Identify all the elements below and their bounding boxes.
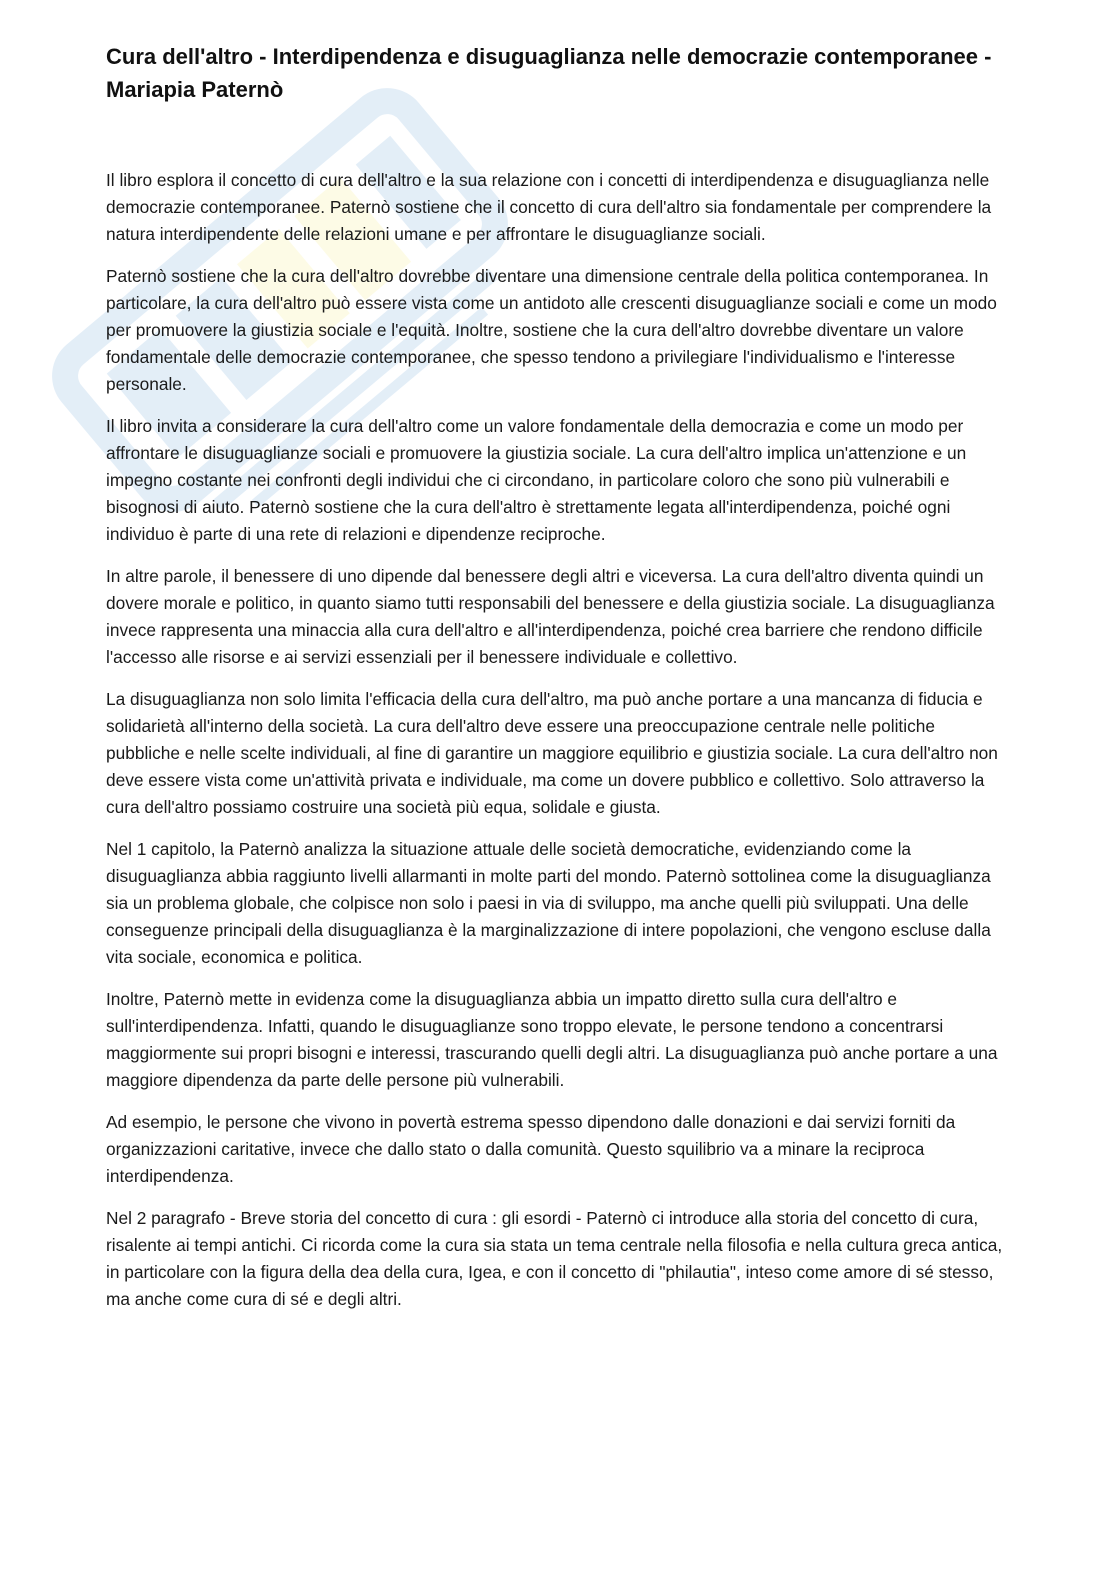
paragraph: Il libro esplora il concetto di cura dell'altro e la sua relazione con i concetti di interdipendenza e disuguaglianza nelle democrazie contemporanee. Paternò sostiene che il concetto di cura dell'altro sia fondamentale per comprendere la natura interdipendente delle relazioni umane e per affrontare le disuguaglianze sociali.: [106, 170, 992, 244]
paragraph: In altre parole, il benessere di uno dipende dal benessere degli altri e viceversa. La cura dell'altro diventa quindi un dovere morale e politico, in quanto siamo tutti responsabili del benessere e della giustizia sociale. La disuguaglianza invece rappresenta una minaccia alla cura dell'altro e all'interdipendenza, poiché crea barriere che rendono difficile l'accesso alle risorse e ai servizi essenziali per il benessere individuale e collettivo.: [106, 566, 995, 667]
paragraph: Nel 2 paragrafo - Breve storia del concetto di cura : gli esordi - Paternò ci introduce alla storia del concetto di cura, risalente ai tempi antichi. Ci ricorda come la cura sia stata un tema centrale nella filosofia e nella cultura greca antica, in particolare con la figura della dea della cura, Igea, e con il concetto di "philautia", inteso come amore di sé stesso, ma anche come cura di sé e degli altri.: [106, 1208, 1003, 1309]
paragraph: Inoltre, Paternò mette in evidenza come la disuguaglianza abbia un impatto diretto sulla cura dell'altro e sull'interdipendenza. Infatti, quando le disuguaglianze sono troppo elevate, le persone tendono a concentrarsi maggiormente sui propri bisogni e interessi, trascurando quelli degli altri. La disuguaglianza può anche portare a una maggiore dipendenza da parte delle persone più vulnerabili.: [106, 989, 998, 1090]
document-title: Cura dell'altro - Interdipendenza e disuguaglianza nelle democrazie contemporanee - Mariapia Paternò: [106, 44, 992, 102]
paragraph: La disuguaglianza non solo limita l'efficacia della cura dell'altro, ma può anche portare a una mancanza di fiducia e solidarietà all'interno della società. La cura dell'altro deve essere una preoccupazione centrale nelle politiche pubbliche e nelle scelte individuali, al fine di garantire un maggiore equilibrio e giustizia sociale. La cura dell'altro non deve essere vista come un'attività privata e individuale, ma come un dovere pubblico e collettivo. Solo attraverso la cura dell'altro possiamo costruire una società più equa, solidale e giusta.: [106, 689, 998, 817]
paragraph: Il libro invita a considerare la cura dell'altro come un valore fondamentale della democrazia e come un modo per affrontare le disuguaglianze sociali e promuovere la giustizia sociale. La cura dell'altro implica un'attenzione e un impegno costante nei confronti degli individui che ci circondano, in particolare coloro che sono più vulnerabili e bisognosi di aiuto. Paternò sostiene che la cura dell'altro è strettamente legata all'interdipendenza, poiché ogni individuo è parte di una rete di relazioni e dipendenze reciproche.: [106, 416, 967, 544]
paragraph: Ad esempio, le persone che vivono in povertà estrema spesso dipendono dalle donazioni e dai servizi forniti da organizzazioni caritative, invece che dallo stato o dalla comunità. Questo squilibrio va a minare la reciproca interdipendenza.: [106, 1112, 956, 1186]
document-page: [106, 40, 1006, 1328]
paragraph: Paternò sostiene che la cura dell'altro dovrebbe diventare una dimensione centrale della politica contemporanea. In particolare, la cura dell'altro può essere vista come un antidoto alle crescenti disuguaglianze sociali e come un modo per promuovere la giustizia sociale e l'equità. Inoltre, sostiene che la cura dell'altro dovrebbe diventare un valore fondamentale delle democrazie contemporanee, che spesso tendono a privilegiare l'individualismo e l'interesse personale.: [106, 266, 997, 394]
paragraph: Nel 1 capitolo, la Paternò analizza la situazione attuale delle società democratiche, evidenziando come la disuguaglianza abbia raggiunto livelli allarmanti in molte parti del mondo. Paternò sottolinea come la disuguaglianza sia un problema globale, che colpisce non solo i paesi in via di sviluppo, ma anche quelli più sviluppati. Una delle conseguenze principali della disuguaglianza è la marginalizzazione di intere popolazioni, che vengono escluse dalla vita sociale, economica e politica.: [106, 839, 991, 967]
